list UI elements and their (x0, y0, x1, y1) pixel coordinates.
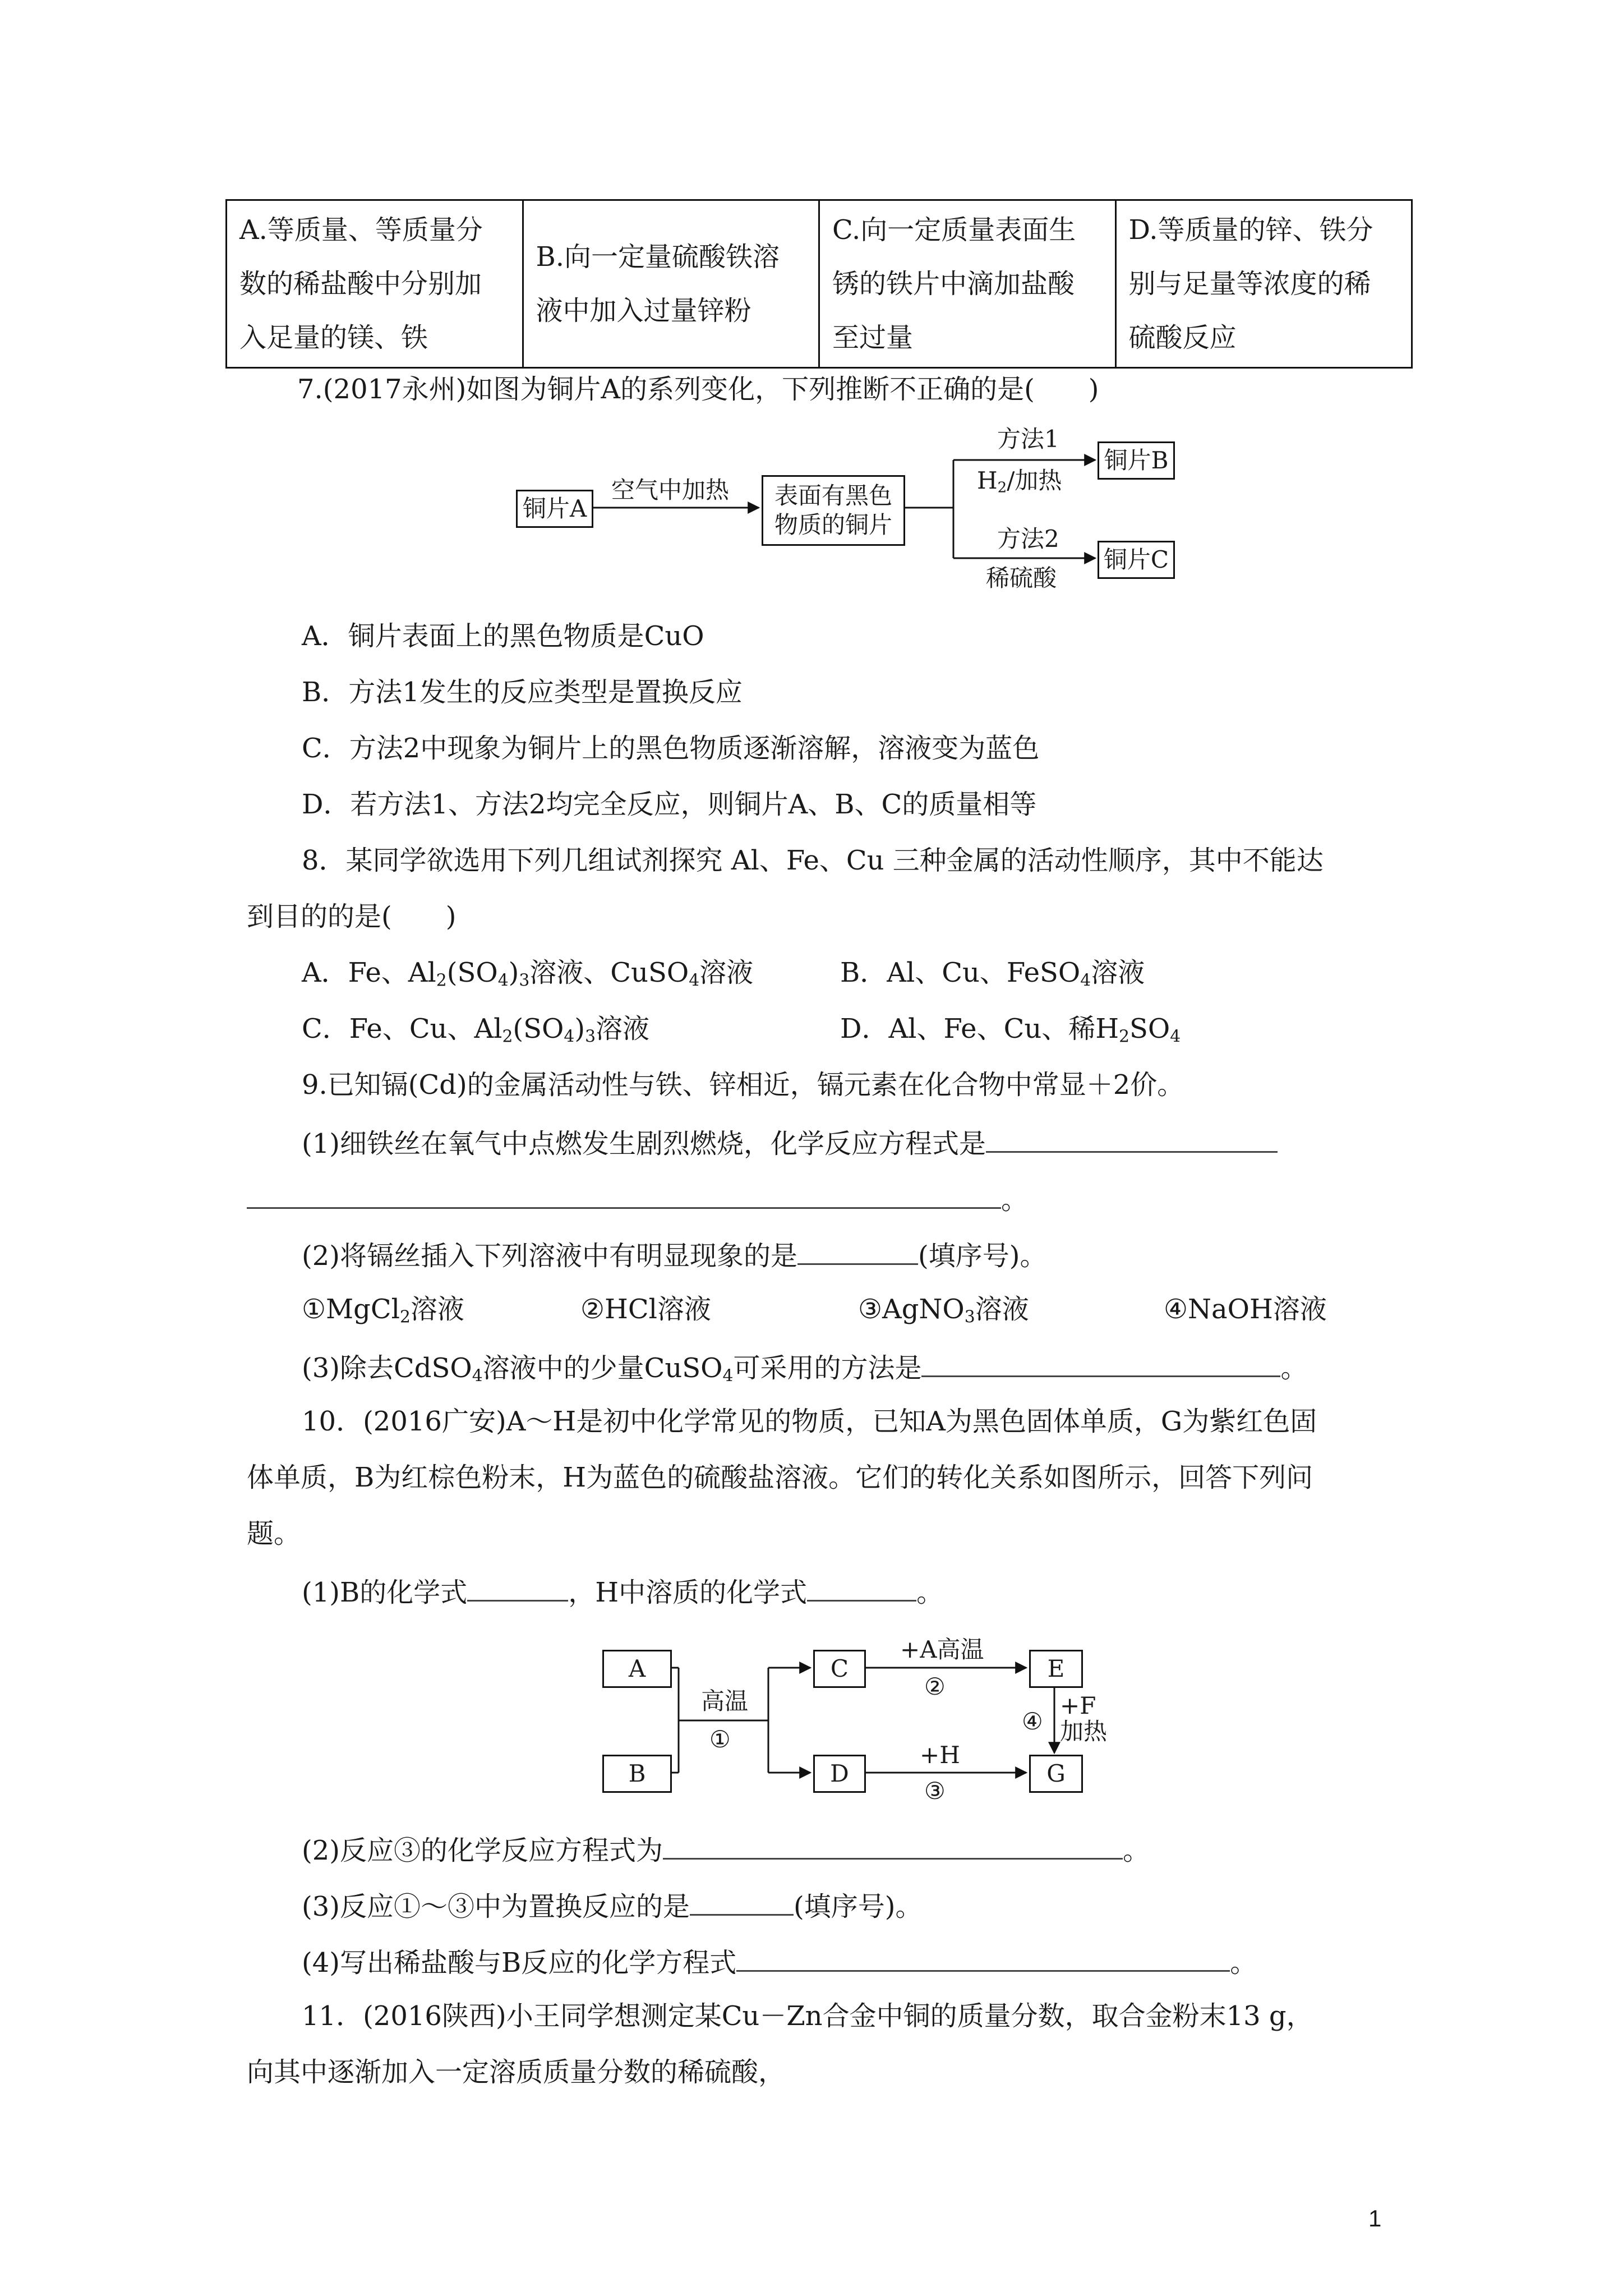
label-dilute-sulfuric: 稀硫酸 (986, 564, 1057, 592)
subscript: 3 (585, 1027, 596, 1047)
text: ③AgNO (858, 1294, 965, 1325)
q8-stem-line1: 8．某同学欲选用下列几组试剂探究 Al、Fe、Cu 三种金属的活动性顺序，其中不能达 (302, 845, 1324, 876)
answer-blank[interactable] (690, 1887, 794, 1916)
q7-stem: 7.(2017永州)如图为铜片A的系列变化，下列推断不正确的是( ) (297, 374, 1099, 405)
text: D．Al、Fe、Cu、稀H (840, 1013, 1119, 1045)
q11-line1: 11．(2016陕西)小王同学想测定某Cu－Zn合金中铜的质量分数，取合金粉末13 g， (302, 2000, 1313, 2032)
box-b: B (602, 1755, 672, 1793)
text: 溶液 (975, 1294, 1029, 1325)
option-c-line: 至过量 (832, 322, 914, 353)
q7-option-b: B．方法1发生的反应类型是置换反应 (302, 677, 743, 708)
text: (1)B的化学式 (302, 1577, 468, 1608)
h-symbol: H (977, 467, 998, 494)
subscript: 4 (722, 1366, 734, 1386)
text: (SO (513, 1013, 564, 1045)
box-mid-line: 物质的铜片 (774, 511, 892, 539)
option-a-line: 入足量的镁、铁 (239, 322, 428, 353)
box-mid-line: 表面有黑色 (774, 481, 892, 509)
text: (1)细铁丝在氧气中点燃发生剧烈燃烧，化学反应方程式是 (302, 1128, 986, 1159)
subscript: 3 (519, 970, 530, 991)
subscript: 4 (497, 970, 509, 991)
subscript: 4 (564, 1027, 575, 1047)
text: ) (508, 957, 519, 988)
label-r3-cond: +H (920, 1741, 960, 1769)
subscript: 2 (997, 479, 1007, 496)
subscript: 4 (472, 1366, 483, 1386)
text: C．Fe、Cu、Al (302, 1013, 502, 1045)
q8-stem-line2: 到目的的是( ) (247, 901, 457, 932)
subscript: 2 (1119, 1027, 1130, 1047)
q7-option-c: C．方法2中现象为铜片上的黑色物质逐渐溶解，溶液变为蓝色 (302, 733, 1040, 764)
text: ①MgCl (302, 1294, 400, 1325)
q10-part4 (302, 1943, 1257, 1980)
q9-opt4: ④NaOH溶液 (1164, 1294, 1327, 1325)
label-method1: 方法1 (997, 425, 1059, 453)
label-r4-heating: 加热 (1060, 1718, 1108, 1745)
text: 溶液 (410, 1294, 464, 1325)
text: 溶液 (596, 1013, 650, 1045)
label-air-heating: 空气中加热 (611, 476, 730, 504)
subscript: 4 (1170, 1027, 1181, 1047)
text: ，H中溶质的化学式 (568, 1577, 808, 1608)
q10-part2 (302, 1831, 1150, 1867)
text: A．Fe、Al (302, 957, 436, 988)
heating-text: /加热 (1007, 467, 1062, 494)
q10-stem-line3: 题。 (247, 1518, 301, 1549)
answer-blank[interactable] (663, 1831, 1123, 1860)
text: 溶液、CuSO (529, 957, 689, 988)
text: (2)反应③的化学反应方程式为 (302, 1835, 663, 1866)
text: (SO (446, 957, 498, 988)
q7-option-d: D．若方法1、方法2均完全反应，则铜片A、B、C的质量相等 (302, 789, 1037, 820)
box-a: A (602, 1650, 672, 1688)
subscript: 3 (964, 1307, 975, 1327)
box-copper-b: 铜片B (1098, 441, 1175, 480)
q9-opt2: ②HCl溶液 (580, 1294, 711, 1325)
text: 。 (1001, 1184, 1029, 1216)
answer-blank[interactable] (736, 1943, 1230, 1972)
label-r4-num: ④ (1022, 1708, 1043, 1735)
option-a-line: 数的稀盐酸中分别加 (239, 268, 482, 300)
label-r2-num: ② (924, 1673, 946, 1700)
label-r1-num: ① (709, 1726, 731, 1753)
text: (3)除去CdSO (302, 1352, 472, 1384)
option-b-line: 液中加入过量锌粉 (536, 295, 751, 326)
box-d: D (813, 1755, 866, 1793)
q7-option-a: A．铜片表面上的黑色物质是CuO (302, 620, 704, 652)
subscript: 2 (502, 1027, 513, 1047)
text: (4)写出稀盐酸与B反应的化学方程式 (302, 1947, 737, 1978)
text: (填序号)。 (794, 1891, 923, 1922)
option-c-line: C.向一定质量表面生 (832, 214, 1076, 246)
subscript: 4 (689, 970, 700, 991)
option-c-line: 锈的铁片中滴加盐酸 (832, 268, 1075, 300)
label-r3-num: ③ (924, 1777, 946, 1805)
option-a-line: A.等质量、等质量分 (239, 214, 483, 246)
q10-stem-line2: 体单质，B为红棕色粉末，H为蓝色的硫酸盐溶液。它们的转化关系如图所示，回答下列问 (247, 1462, 1313, 1493)
q9-stem: 9.已知镉(Cd)的金属活动性与铁、锌相近，镉元素在化合物中常显＋2价。 (302, 1069, 1184, 1101)
q11-line2: 向其中逐渐加入一定溶质质量分数的稀硫酸， (247, 2056, 786, 2088)
text: 。 (1123, 1835, 1150, 1866)
text: B．Al、Cu、FeSO (840, 957, 1081, 988)
q10-part3 (302, 1887, 922, 1924)
text: 可采用的方法是 (733, 1352, 922, 1384)
text: (2)将镉丝插入下列溶液中有明显现象的是 (302, 1240, 797, 1272)
text: 溶液中的少量CuSO (482, 1352, 723, 1384)
subscript: 2 (436, 970, 447, 991)
option-d-line: 别与足量等浓度的稀 (1128, 268, 1371, 300)
text: 。 (1230, 1947, 1257, 1978)
text: 溶液 (1091, 957, 1145, 988)
box-copper-a: 铜片A (516, 490, 593, 528)
label-r4-reagent: +F (1060, 1692, 1096, 1719)
text: SO (1129, 1013, 1170, 1045)
text: 。 (1280, 1352, 1308, 1384)
text: 。 (916, 1577, 944, 1608)
label-r1-high-temp: 高温 (701, 1687, 749, 1715)
label-method2: 方法2 (997, 525, 1059, 553)
option-d-line: D.等质量的锌、铁分 (1128, 214, 1373, 246)
option-d-line: 硫酸反应 (1128, 322, 1237, 353)
subscript: 2 (399, 1307, 411, 1327)
box-c: C (813, 1650, 866, 1688)
box-e: E (1029, 1650, 1083, 1688)
box-copper-c: 铜片C (1098, 541, 1175, 579)
text: (3)反应①～③中为置换反应的是 (302, 1891, 690, 1922)
option-b-line: B.向一定量硫酸铁溶 (536, 241, 780, 273)
text: ) (574, 1013, 585, 1045)
box-g: G (1029, 1755, 1083, 1793)
page-number: 1 (1368, 2205, 1382, 2231)
subscript: 4 (1080, 970, 1091, 991)
label-r2-cond: +A高温 (900, 1636, 984, 1663)
q10-stem-line1: 10．(2016广安)A～H是初中化学常见的物质，已知A为黑色固体单质，G为紫红色固 (302, 1406, 1317, 1437)
text: 溶液 (699, 957, 754, 988)
text: (填序号)。 (918, 1240, 1047, 1272)
